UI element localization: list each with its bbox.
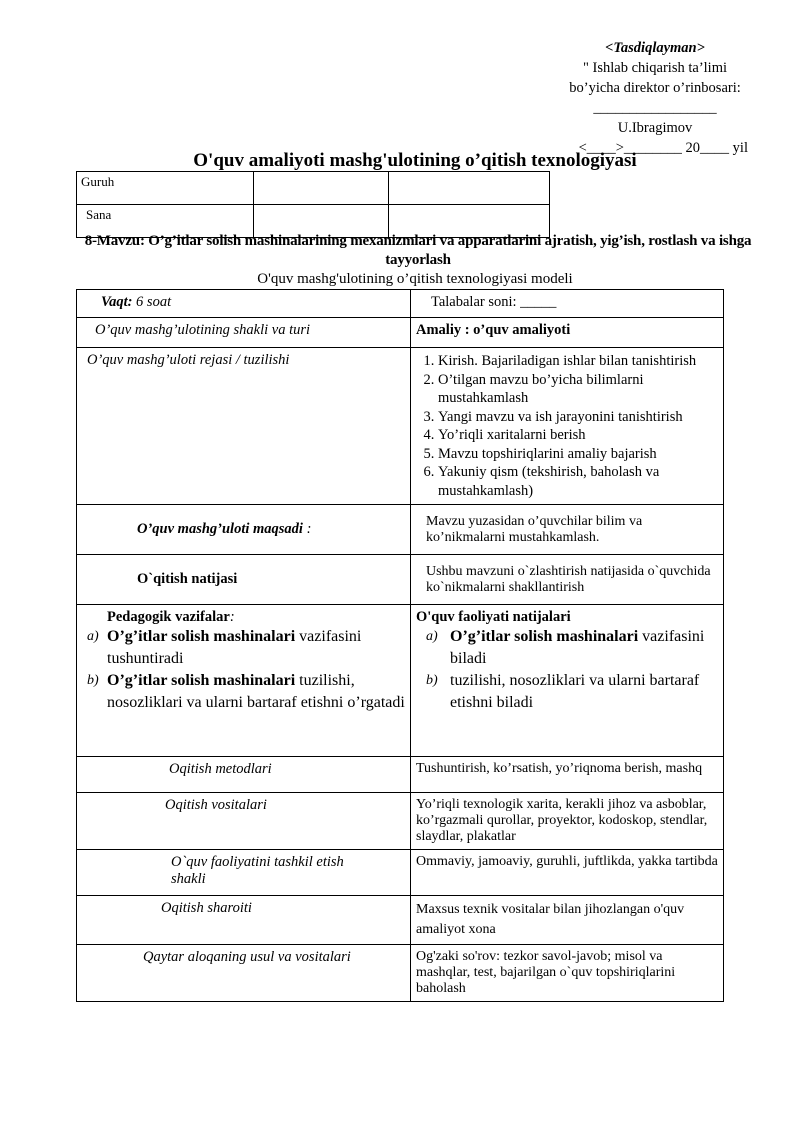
ped-item: [87, 626, 405, 670]
approval-line2: bo’yicha direktor o’rinbosari:: [569, 80, 741, 96]
feedback-label: Qaytar aloqaning usul va vositalari: [77, 945, 411, 1002]
item-rest: vazifasini tushuntiradi: [107, 628, 362, 667]
item-bold: O’g’itlar solish mashinalari: [107, 628, 296, 645]
document-title: O'quv amaliyoti mashg'ulotining o’qitish texnologiyasi: [193, 150, 637, 171]
approval-block: [540, 38, 770, 158]
conditions-value: Maxsus texnik vositalar bilan jihozlangan o'quv amaliyot xona: [411, 896, 724, 945]
result-item-text: [450, 670, 718, 714]
item-rest: vazifasini biladi: [450, 628, 705, 667]
goal-row: [77, 505, 724, 555]
activity-results-heading: O'quv faoliyati natijalari: [416, 609, 571, 625]
ped-colon: :: [229, 609, 235, 625]
organization-label: O`quv faoliyatini tashkil etish shakli: [77, 850, 411, 896]
model-table: [76, 289, 724, 1002]
approval-line1: " Ishlab chiqarish ta’limi: [582, 60, 728, 76]
pedagogical-tasks-cell: [77, 605, 411, 757]
time-value: 6 soat: [132, 294, 172, 310]
item-marker: a): [426, 629, 438, 644]
approval-date: <____>________ 20____ yil: [578, 140, 748, 156]
form-value: Amaliy : o’quv amaliyoti: [411, 318, 724, 348]
goal-label: O’quv mashg’uloti maqsadi: [137, 521, 303, 537]
plan-item: 6. Yakuniy qism (tekshirish, baholash va mustahkamlash): [438, 463, 718, 500]
plan-item: 5. Mavzu topshiriqlarini amaliy bajarish: [438, 445, 718, 464]
ped-item-text: [107, 670, 405, 714]
approver-name: U.Ibragimov: [617, 120, 693, 136]
model-subtitle: O'quv mashg'ulotining o’qitish texnologiyasi modeli: [257, 271, 573, 287]
methods-value: Tushuntirish, ko’rsatish, yo’riqnoma berish, mashq: [411, 757, 724, 793]
time-label: Vaqt:: [101, 294, 133, 310]
item-bold: O’g’itlar solish mashinalari: [450, 628, 639, 645]
item-marker: b): [87, 673, 99, 688]
plan-cell: [411, 348, 724, 505]
goal-colon: :: [302, 521, 312, 537]
group-cell-2: [389, 172, 550, 205]
result-item: [416, 670, 718, 714]
item-marker: b): [426, 673, 438, 688]
conditions-row: [77, 896, 724, 945]
feedback-row: [77, 945, 724, 1002]
pedagogical-tasks-heading: [87, 609, 405, 626]
activity-results-cell: [411, 605, 724, 757]
item-rest: tuzilishi, nosozliklari va ularni bartaraf etishni biladi: [450, 672, 700, 711]
form-label: O’quv mashg’ulotining shakli va turi: [77, 318, 411, 348]
goal-cell: [77, 505, 411, 555]
plan-row: [77, 348, 724, 505]
plan-item: 3. Yangi mavzu va ish jarayonini tanishtirish: [438, 408, 718, 427]
result-label: O`qitish natijasi: [77, 555, 411, 605]
item-rest: tuzilishi, nosozliklari va ularni bartaraf etishni o’rgatadi: [107, 672, 405, 711]
item-bold: O’g’itlar solish mashinalari: [107, 672, 296, 689]
time-row: [77, 290, 724, 318]
ped-item-text: [107, 626, 405, 670]
tools-label: Oqitish vositalari: [77, 793, 411, 850]
item-marker: a): [87, 629, 99, 644]
date-label: Sana: [77, 205, 254, 238]
group-cell-1: [254, 172, 389, 205]
conditions-label: Oqitish sharoiti: [77, 896, 411, 945]
ped-item: [87, 670, 405, 714]
approval-heading: <Tasdiqlayman>: [605, 40, 705, 56]
group-label: Guruh: [77, 172, 254, 205]
plan-item: 1. Kirish. Bajariladigan ishlar bilan tanishtirish: [438, 352, 718, 371]
plan-item: 2. O’tilgan mavzu bo’yicha bilimlarni mustahkamlash: [438, 371, 718, 408]
plan-item: 4. Yo’riqli xaritalarni berish: [438, 426, 718, 445]
students-count: Talabalar soni: _____: [411, 290, 724, 318]
time-cell: [77, 290, 411, 318]
methods-label: Oqitish metodlari: [77, 757, 411, 793]
plan-label: O’quv mashg’uloti rejasi / tuzilishi: [77, 348, 411, 505]
ped-label: Pedagogik vazifalar: [107, 609, 230, 625]
form-row: [77, 318, 724, 348]
tasks-row: [77, 605, 724, 757]
organization-value: Ommaviy, jamoaviy, guruhli, juftlikda, yakka tartibda: [411, 850, 724, 896]
feedback-value: Og'zaki so'rov: tezkor savol-javob; misol va mashqlar, test, bajarilgan o`quv topshiriqlarini baholash: [411, 945, 724, 1002]
organization-row: [77, 850, 724, 896]
signature-line: _________________: [593, 100, 717, 116]
result-item: [416, 626, 718, 670]
methods-row: [77, 757, 724, 793]
result-item-text: [450, 626, 718, 670]
topic-heading: 8-Mavzu: O’g’itlar solish mashinalarining mexanizmlari va apparatlarini ajratish, yig’ish, rostlash va ishga tayyorlash: [84, 233, 752, 268]
tools-row: [77, 793, 724, 850]
plan-list: [416, 352, 718, 500]
group-date-table: [76, 171, 550, 238]
result-row: [77, 555, 724, 605]
tools-value: Yo’riqli texnologik xarita, kerakli jihoz va asboblar, ko’rgazmali qurollar, proyektor, kodoskop, stendlar, slaydlar, plakatlar: [411, 793, 724, 850]
result-value: Ushbu mavzuni o`zlashtirish natijasida o`quvchida ko`nikmalarni shakllantirish: [411, 555, 724, 605]
goal-value: Mavzu yuzasidan o’quvchilar bilim va ko’nikmalarni mustahkamlash.: [411, 505, 724, 555]
group-row: [77, 172, 550, 205]
